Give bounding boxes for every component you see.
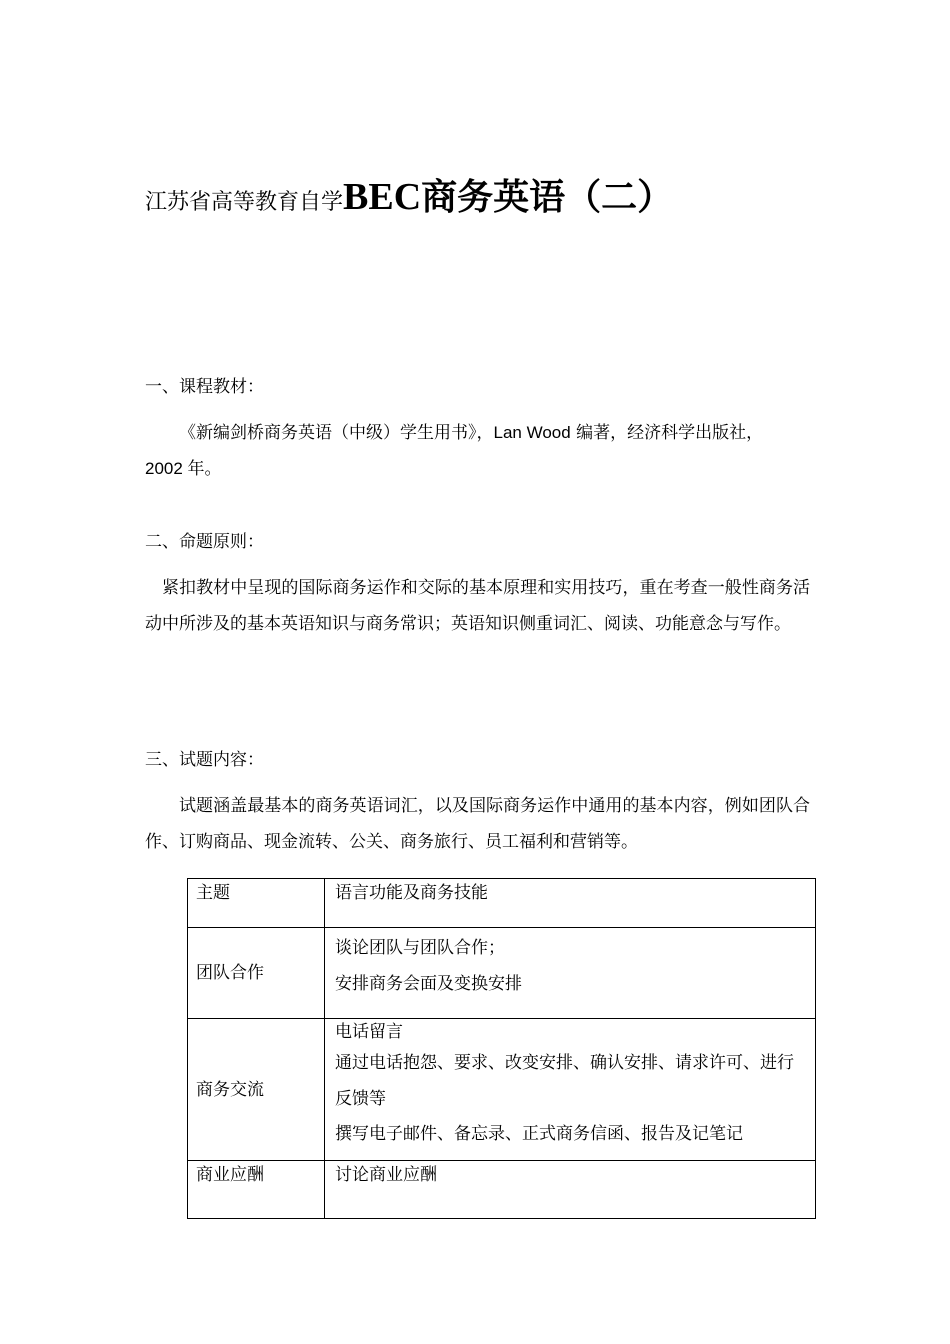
table-row bbox=[188, 1161, 816, 1219]
table-cell-skills: 谈论团队与团队合作； 安排商务会面及变换安排 bbox=[325, 928, 816, 1019]
section-1-text-line-2 bbox=[145, 451, 810, 487]
section-3-heading: 三、试题内容： bbox=[145, 750, 264, 770]
section-1-heading: 一、课程教材： bbox=[145, 377, 264, 397]
author-name: Lan Wood bbox=[493, 423, 571, 442]
table-row bbox=[188, 928, 816, 1019]
publisher-info: 编著，经济科学出版社， bbox=[570, 423, 764, 443]
publication-year: 2002 年。 bbox=[145, 459, 222, 478]
table-cell-skills: 讨论商业应酬 bbox=[325, 1161, 816, 1219]
section-3-text: 试题涵盖最基本的商务英语词汇，以及国际商务运作中通用的基本内容，例如团队合作、订购商品、现金流转、公关、商务旅行、员工福利和营销等。 bbox=[145, 796, 810, 852]
table-header-topic: 主题 bbox=[188, 879, 325, 928]
title-part-1: 江苏省高等教育自学 bbox=[145, 190, 344, 215]
table-row bbox=[188, 1019, 816, 1161]
textbook-title: 《新编剑桥商务英语（中级）学生用书》， bbox=[179, 423, 494, 443]
title-part-2: BEC bbox=[343, 176, 422, 218]
title-part-3: 商务英语（二） bbox=[421, 177, 674, 218]
section-2-text: 紧扣教材中呈现的国际商务运作和交际的基本原理和实用技巧，重在考查一般性商务活动中所涉及的基本英语知识与商务常识；英语知识侧重词汇、阅读、功能意念与写作。 bbox=[145, 578, 810, 634]
section-2-heading: 二、命题原则： bbox=[145, 532, 264, 552]
content-table bbox=[187, 878, 816, 1219]
table-cell-topic: 团队合作 bbox=[188, 928, 325, 1019]
section-1-text bbox=[145, 415, 810, 451]
table-cell-topic: 商务交流 bbox=[188, 1019, 325, 1161]
table-header-row bbox=[188, 879, 816, 928]
document-title bbox=[145, 178, 673, 216]
table-cell-skills: 电话留言 通过电话抱怨、要求、改变安排、确认安排、请求许可、进行反馈等 撰写电子邮件、备忘录、正式商务信函、报告及记笔记 bbox=[325, 1019, 816, 1161]
table-cell-topic: 商业应酬 bbox=[188, 1161, 325, 1219]
table-header-skills: 语言功能及商务技能 bbox=[325, 879, 816, 928]
